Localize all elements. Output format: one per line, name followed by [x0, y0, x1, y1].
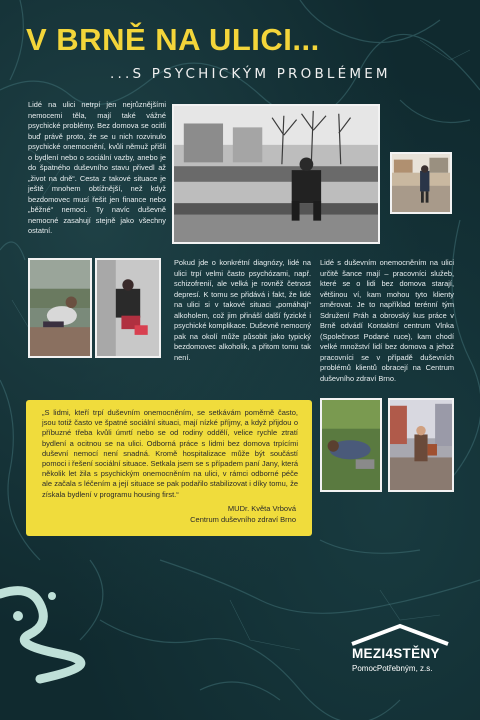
logo-subtitle: PomocPotřebným, z.s. — [352, 664, 433, 673]
quote-text: „S lidmi, kteří trpí duševním onemocněním, se setkávám poměrně často, jsou totiž často ve špatné sociální situaci, mají nízké příjmy, a když přijdou o příbuzné třeba kvůli úmrtí nebo se od rodiny oddělí, velice rychle ztratí bydlení a ocitnou se na ulici. Odborná práce s lidmi bez domova trpícími duševní nemocí není snadná. Kromě hospitalizace může být součástí pomoci i řešení sociální situace. Setkala jsem se s případem paní Jany, která několik let žila s psychickým onemocněním na ulici, v rámci odborné péče ale začala s léčením a její situace se pak podařilo stabilizovat i díky tomu, že získala bydlení v programu housing first.“ — [42, 408, 298, 499]
photo-person-lying-grass — [320, 398, 382, 492]
quote-author — [190, 504, 296, 525]
photo-person-resting — [28, 258, 92, 358]
photo-person-sitting-sidewalk — [95, 258, 161, 358]
photo-person-walking — [390, 152, 452, 214]
intro-paragraph: Lidé na ulici netrpí jen nejrůznějšími nemocemi těla, mají také vážné psychické problémy. Bez domova se ocitli buď právě proto, že se u nich rozvinulo psychické onemocnění, kvůli němuž přišli o bydlení nebo o sociální vazby, anebo je do špatného duševního stavu přivedl až „život na dně“. Cesta z takové situace je ještě mnohem obtížnější, než když bezdomovec musí řešit jen finance nebo „běžné“ nemoci. Ty navíc duševně nemocné zasahují stejně jako všechny ostatní. — [28, 100, 166, 235]
swirl-decoration — [0, 574, 86, 684]
page-title: V BRNĚ NA ULICI... — [26, 22, 320, 57]
page-subtitle: ...S PSYCHICKÝM PROBLÉMEM — [110, 66, 391, 82]
quote-author-name: MUDr. Květa Vrbová — [227, 504, 296, 513]
photo-person-street — [388, 398, 454, 492]
column-diagnoses-text: Pokud jde o konkrétní diagnózy, lidé na ulici trpí velmi často psychózami, např. schizofrenií, ale velká je rovněž četnost depresí. K tomu se přidává i fakt, že lidé na ulici si v takové situaci „pomáhají“ alkoholem, což jim přináší další fyzické i psychické komplikace. Duševně nemocný pak na okolí může působit jako typický bezdomovec alkoholik, a přitom tomu tak není. — [174, 258, 311, 362]
quote-box — [26, 400, 312, 536]
roof-icon — [348, 622, 452, 648]
logo-name: MEZI4STĚNY — [352, 646, 440, 661]
organization-logo — [348, 622, 452, 682]
column-help-text: Lidé s duševním onemocněním na ulici určitě šance mají – pracovníci služeb, které se o lidi bez domova starají, většinou ví, kam mohou tyto klienty směrovat. Je to například terénní tým Sdružení Práh a obrovský kus práce v Brně odvádí Kontaktní centrum Vlnka (Společnost Podané ruce), kam chodí velké množství lidí bez domova a jehož pracovníci se v případě duševních problémů klientů obracejí na Centrum duševního zdraví Brno. — [320, 258, 454, 383]
photo-man-on-bench — [172, 104, 380, 244]
quote-author-org: Centrum duševního zdraví Brno — [190, 514, 296, 524]
